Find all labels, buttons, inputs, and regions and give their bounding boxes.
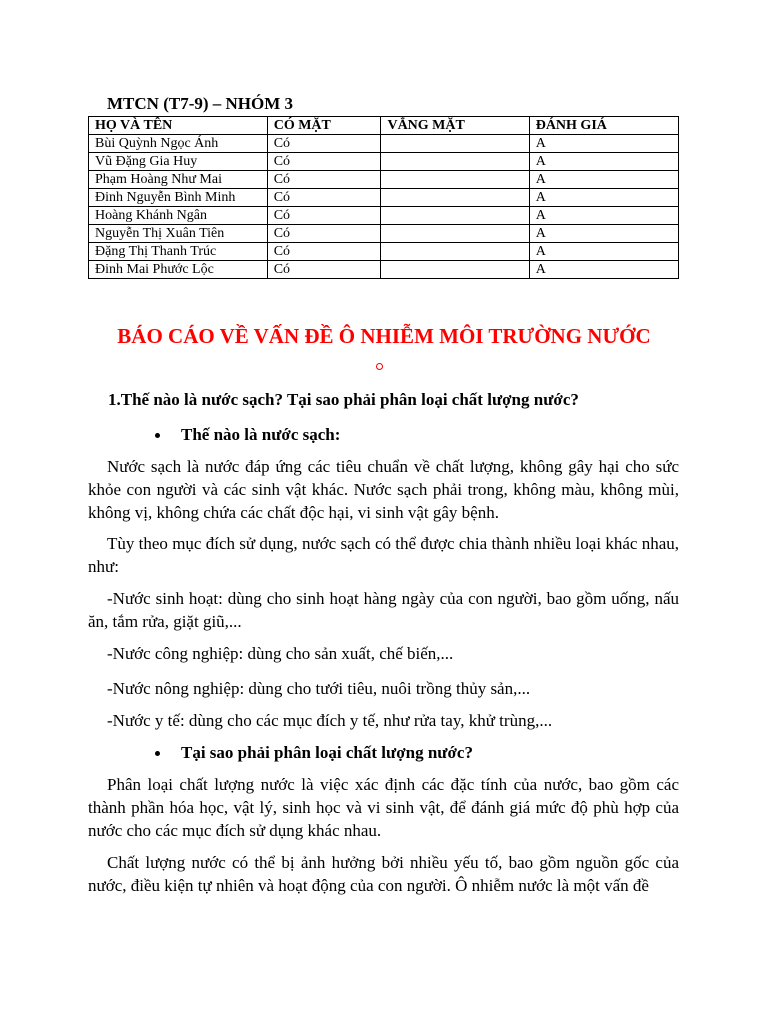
- cell-grade: A: [529, 189, 678, 207]
- cell-absent: [381, 261, 529, 279]
- table-row: [89, 153, 679, 171]
- paragraph: Phân loại chất lượng nước là việc xác định các đặc tính của nước, bao gồm các thành phần hóa học, vật lý, sinh học và vi sinh vật, để đánh giá mức độ phù hợp của nước cho các mục đích sử dụng khác nhau.: [88, 775, 679, 840]
- text-line: -Nước công nghiệp: dùng cho sản xuất, chế biến,...: [107, 644, 454, 663]
- cell-absent: [381, 189, 529, 207]
- cell-grade: A: [529, 243, 678, 261]
- cell-present: Có: [267, 243, 381, 261]
- paragraph: Chất lượng nước có thể bị ảnh hưởng bởi nhiều yếu tố, bao gồm nguồn gốc của nước, điều kiện tự nhiên và hoạt động của con người. Ô nhiễm nước là một vấn đề: [88, 853, 679, 895]
- bullet-label: Thế nào là nước sạch:: [181, 425, 341, 444]
- cell-absent: [381, 243, 529, 261]
- cell-name: Đặng Thị Thanh Trúc: [89, 243, 268, 261]
- cell-name: Bùi Quỳnh Ngọc Ánh: [89, 135, 268, 153]
- cell-name: Phạm Hoàng Như Mai: [89, 171, 268, 189]
- cell-present: Có: [267, 207, 381, 225]
- text-line: -Nước y tế: dùng cho các mục đích y tế, như rửa tay, khử trùng,...: [107, 711, 553, 730]
- circle-bullet-icon: [376, 363, 383, 370]
- table-row: [89, 225, 679, 243]
- group-title: MTCN (T7-9) – NHÓM 3: [107, 94, 294, 113]
- cell-absent: [381, 207, 529, 225]
- bullet-label: Tại sao phải phân loại chất lượng nước?: [181, 743, 473, 762]
- cell-grade: A: [529, 171, 678, 189]
- attendance-table: [88, 116, 679, 279]
- cell-absent: [381, 171, 529, 189]
- cell-name: Vũ Đặng Gia Huy: [89, 153, 268, 171]
- cell-present: Có: [267, 135, 381, 153]
- text-line: -Nước nông nghiệp: dùng cho tưới tiêu, nuôi trồng thủy sản,...: [107, 679, 531, 698]
- cell-name: Hoàng Khánh Ngân: [89, 207, 268, 225]
- cell-grade: A: [529, 135, 678, 153]
- table-row: [89, 261, 679, 279]
- column-header-present: CÓ MẶT: [267, 117, 381, 135]
- cell-absent: [381, 153, 529, 171]
- bullet-dot-icon: [155, 751, 160, 756]
- cell-name: Đinh Nguyễn Bình Minh: [89, 189, 268, 207]
- cell-grade: A: [529, 261, 678, 279]
- paragraph: -Nước sinh hoạt: dùng cho sinh hoạt hàng ngày của con người, bao gồm uống, nấu ăn, tắm rửa, giặt giũ,...: [88, 589, 679, 631]
- paragraph: Tùy theo mục đích sử dụng, nước sạch có thể được chia thành nhiều loại khác nhau, như:: [88, 534, 679, 576]
- cell-absent: [381, 225, 529, 243]
- cell-grade: A: [529, 153, 678, 171]
- cell-grade: A: [529, 225, 678, 243]
- cell-present: Có: [267, 225, 381, 243]
- column-header-absent: VẮNG MẶT: [381, 117, 529, 135]
- cell-present: Có: [267, 171, 381, 189]
- column-header-name: HỌ VÀ TÊN: [89, 117, 268, 135]
- column-header-grade: ĐÁNH GIÁ: [529, 117, 678, 135]
- table-row: [89, 135, 679, 153]
- cell-present: Có: [267, 189, 381, 207]
- cell-present: Có: [267, 261, 381, 279]
- table-row: [89, 243, 679, 261]
- report-title: BÁO CÁO VỀ VẤN ĐỀ Ô NHIỄM MÔI TRƯỜNG NƯỚC: [117, 324, 651, 348]
- table-row: [89, 171, 679, 189]
- bullet-dot-icon: [155, 433, 160, 438]
- cell-grade: A: [529, 207, 678, 225]
- section-heading: 1.Thế nào là nước sạch? Tại sao phải phân loại chất lượng nước?: [108, 390, 579, 409]
- table-header-row: [89, 117, 679, 135]
- cell-absent: [381, 135, 529, 153]
- cell-name: Nguyễn Thị Xuân Tiên: [89, 225, 268, 243]
- table-row: [89, 207, 679, 225]
- cell-name: Đinh Mai Phước Lộc: [89, 261, 268, 279]
- paragraph: Nước sạch là nước đáp ứng các tiêu chuẩn về chất lượng, không gây hại cho sức khỏe con người và các sinh vật khác. Nước sạch phải trong, không màu, không mùi, không vị, không chứa các chất độc hại, vi sinh vật gây bệnh.: [88, 457, 679, 522]
- cell-present: Có: [267, 153, 381, 171]
- table-row: [89, 189, 679, 207]
